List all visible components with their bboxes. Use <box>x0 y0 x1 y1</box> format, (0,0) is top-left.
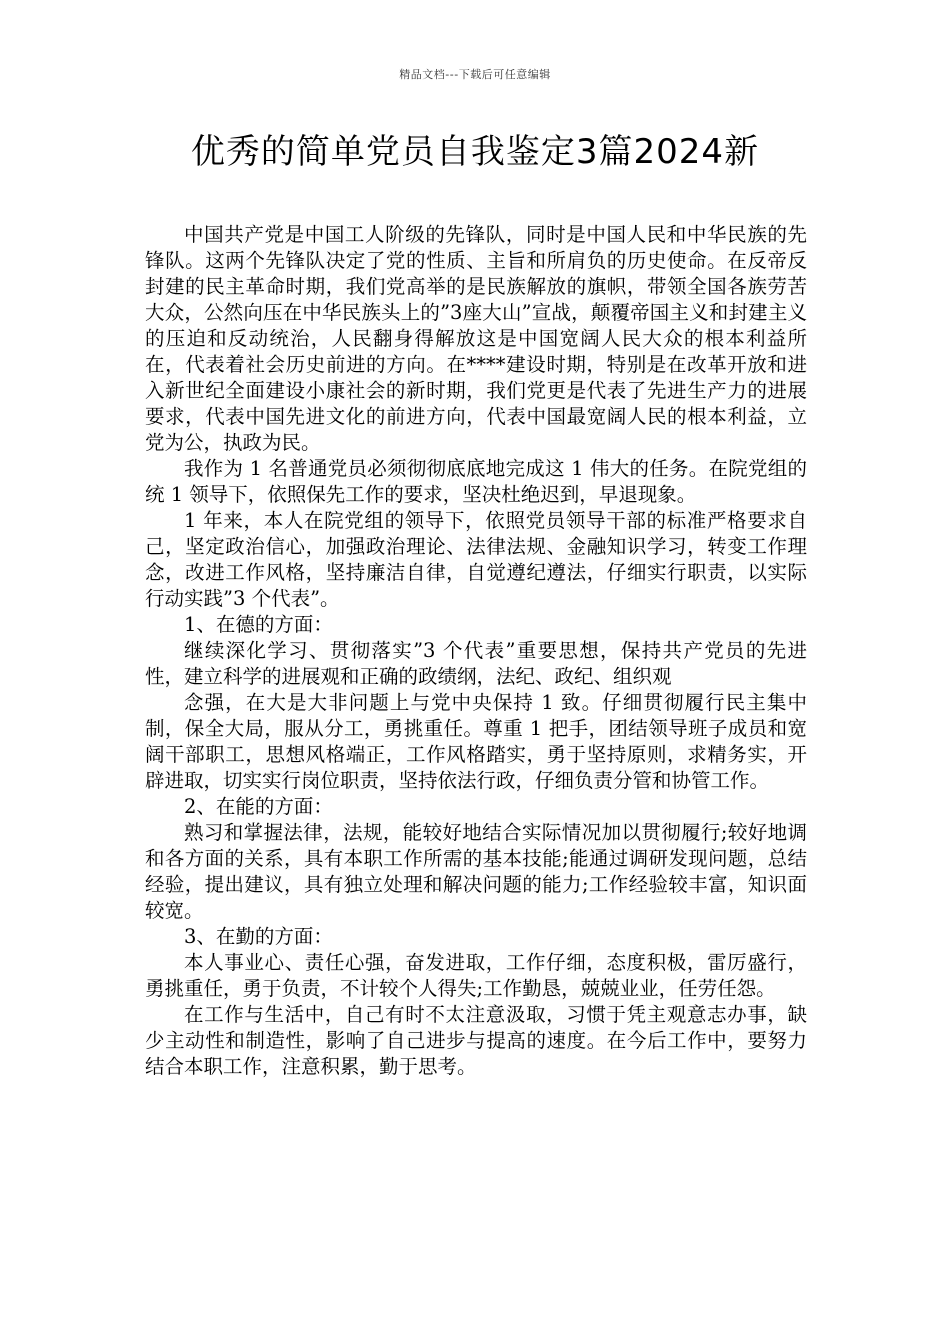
paragraph-8: 在工作与生活中，自己有时不太注意汲取，习惯于凭主观意志办事，缺少主动性和制造性，影响了自己进步与提高的速度。在今后工作中，要努力结合本职工作，注意积累，勤于思考。 <box>145 1003 807 1078</box>
paragraph-4: 继续深化学习、贯彻落实”3 个代表”重要思想，保持共产党员的先进性，建立科学的进展观和正确的政绩纲，法纪、政纪、组织观 <box>145 639 807 688</box>
section-heading-virtue: 1、在德的方面： <box>184 613 333 636</box>
document-body <box>145 222 807 1080</box>
paragraph-3: 1 年来，本人在院党组的领导下，依照党员领导干部的标准严格要求自己，坚定政治信心，加强政治理论、法律法规、金融知识学习，转变工作理念，改进工作风格，坚持廉洁自律，自觉遵纪遵法，仔细实行职责，以实际行动实践”3 个代表”。 <box>145 509 807 610</box>
paragraph-2: 我作为 1 名普通党员必须彻彻底底地完成这 1 伟大的任务。在院党组的统 1 领导下，依照保先工作的要求，坚决杜绝迟到，早退现象。 <box>145 457 807 506</box>
paragraph-6: 熟习和掌握法律，法规，能较好地结合实际情况加以贯彻履行;较好地调和各方面的关系，具有本职工作所需的基本技能;能通过调研发现问题，总结经验，提出建议，具有独立处理和解决问题的能力;工作经验较丰富，知识面较宽。 <box>145 821 807 922</box>
header-note: 精品文档---下载后可任意编辑 <box>399 68 551 81</box>
paragraph-7: 本人事业心、责任心强，奋发进取，工作仔细，态度积极，雷厉盛行，勇挑重任，勇于负责，不计较个人得失;工作勤恳，兢兢业业，任劳任怨。 <box>145 951 807 1000</box>
paragraph-5: 念强，在大是大非问题上与党中央保持 1 致。仔细贯彻履行民主集中制，保全大局，服从分工，勇挑重任。尊重 1 把手，团结领导班子成员和宽阔干部职工，思想风格端正，工作风格踏实，勇于坚持原则，求精务实，开辟进取，切实实行岗位职责，坚持依法行政，仔细负责分管和协管工作。 <box>145 691 807 792</box>
section-heading-diligence: 3、在勤的方面： <box>184 925 333 948</box>
page-title: 优秀的简单党员自我鉴定3篇2024新 <box>190 132 760 172</box>
paragraph-1: 中国共产党是中国工人阶级的先锋队，同时是中国人民和中华民族的先锋队。这两个先锋队决定了党的性质、主旨和所肩负的历史使命。在反帝反封建的民主革命时期，我们党高举的是民族解放的旗帜，带领全国各族劳苦大众，公然向压在中华民族头上的”3座大山”宣战，颠覆帝国主义和封建主义的压迫和反动统治，人民翻身得解放这是中国宽阔人民大众的根本利益所在，代表着社会历史前进的方向。在****建设时期，特别是在改革开放和进入新世纪全面建设小康社会的新时期，我们党更是代表了先进生产力的进展要求，代表中国先进文化的前进方向，代表中国最宽阔人民的根本利益，立党为公，执政为民。 <box>145 223 807 454</box>
section-heading-ability: 2、在能的方面： <box>184 795 333 818</box>
